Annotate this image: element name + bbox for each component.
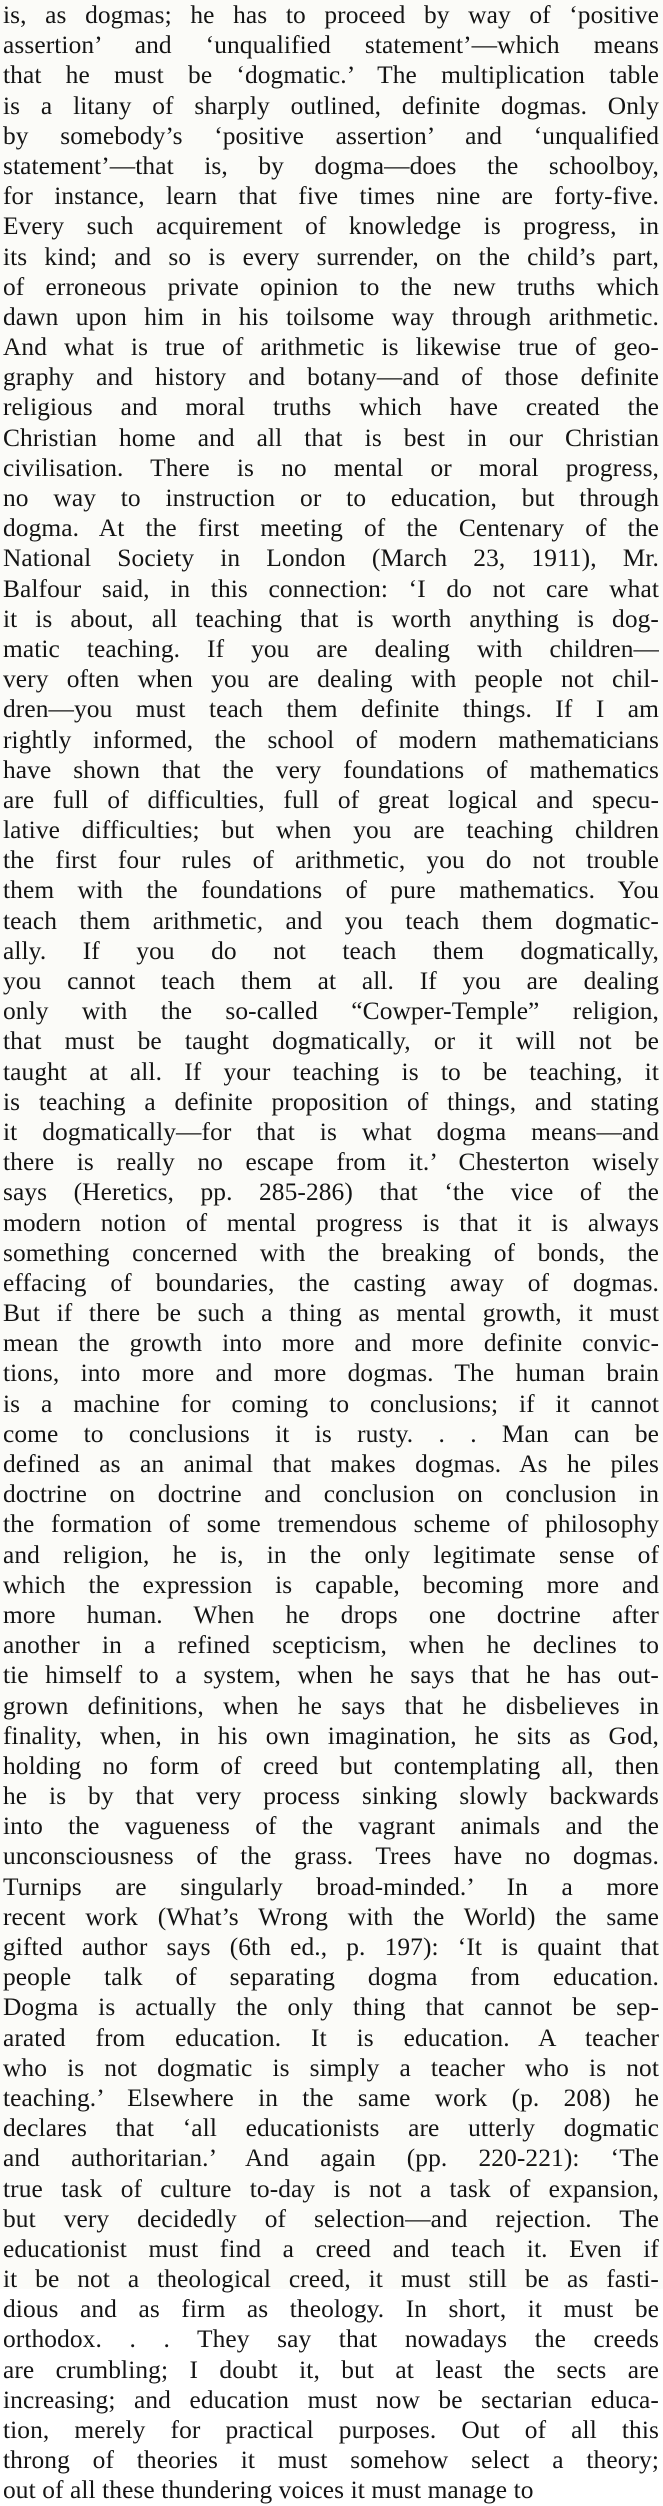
text-line: you cannot teach them at all. If you are dealing xyxy=(3,967,659,995)
text-line: Turnips are singularly broad-minded.’ In a more xyxy=(3,1872,659,1901)
text-line: taught at all. If your teaching is to be teaching, it xyxy=(3,1057,659,1086)
text-line: come to conclusions it is rusty. . . Man can be xyxy=(3,1419,659,1448)
text-line: educationist must find a creed and teach it. Even if xyxy=(3,2234,659,2263)
text-line: Dogma is actually the only thing that cannot be sep- xyxy=(3,1993,659,2022)
text-line: But if there be such a thing as mental growth, it must xyxy=(3,1299,659,1328)
text-line: people talk of separating dogma from education. xyxy=(3,1963,659,1992)
text-line: is a litany of sharply outlined, definite dogmas. Only xyxy=(3,91,659,120)
text-line: the formation of some tremendous scheme of philosophy xyxy=(3,1510,659,1539)
text-line: grown definitions, when he says that he disbelieves in xyxy=(3,1691,659,1720)
text-line: teaching.’ Elsewhere in the same work (p. 208) he xyxy=(3,2083,659,2112)
text-line: more human. When he drops one doctrine after xyxy=(3,1600,659,1629)
text-line: for instance, learn that five times nine are forty-five. xyxy=(3,182,659,211)
text-line: recent work (What’s Wrong with the World) the same xyxy=(3,1902,659,1931)
text-line: holding no form of creed but contemplating all, then xyxy=(3,1751,659,1780)
text-line: National Society in London (March 23, 1911), Mr. xyxy=(3,544,659,573)
text-line: assertion’ and ‘unqualified statement’—which means xyxy=(3,31,659,60)
text-line: have shown that the very foundations of mathematics xyxy=(3,755,659,784)
text-line: and authoritarian.’ And again (pp. 220-221): ‘The xyxy=(3,2144,659,2173)
text-line: effacing of boundaries, the casting away of dogmas. xyxy=(3,1268,659,1297)
text-line: which the expression is capable, becoming more and xyxy=(3,1570,659,1599)
text-line: dious and as firm as theology. In short, it must be xyxy=(3,2295,659,2324)
text-line: says (Heretics, pp. 285-286) that ‘the vice of the xyxy=(3,1178,659,1207)
text-line: tions, into more and more dogmas. The human brain xyxy=(3,1359,659,1388)
text-line: is teaching a definite proposition of things, and stating xyxy=(3,1087,659,1116)
text-line: them with the foundations of pure mathematics. You xyxy=(3,876,659,905)
text-line: of erroneous private opinion to the new truths which xyxy=(3,272,659,301)
text-line: statement’—that is, by dogma—does the schoolboy, xyxy=(3,151,659,180)
text-line: doctrine on doctrine and conclusion on conclusion in xyxy=(3,1480,659,1509)
text-line: there is really no escape from it.’ Chesterton wisely xyxy=(3,1148,659,1177)
text-line: out of all these thundering voices it must manage to xyxy=(3,2476,534,2505)
text-line: Balfour said, in this connection: ‘I do not care what xyxy=(3,574,659,603)
text-line: it dogmatically—for that is what dogma means—and xyxy=(3,1117,659,1146)
text-line: he is by that very process sinking slowly backwards xyxy=(3,1782,659,1811)
text-line: by somebody’s ‘positive assertion’ and ‘unqualified xyxy=(3,121,659,150)
text-line: its kind; and so is every surrender, on the child’s part, xyxy=(3,242,659,271)
text-line: is a machine for coming to conclusions; if it cannot xyxy=(3,1389,659,1418)
text-column xyxy=(3,0,659,2506)
text-line: tie himself to a system, when he says that he has out- xyxy=(3,1661,659,1690)
text-line: and religion, he is, in the only legitimate sense of xyxy=(3,1540,659,1569)
text-line: who is not dogmatic is simply a teacher who is not xyxy=(3,2053,659,2082)
text-line: increasing; and education must now be sectarian educa- xyxy=(3,2385,659,2414)
text-line: is, as dogmas; he has to proceed by way of ‘positive xyxy=(3,1,659,29)
text-line: orthodox. . . They say that nowadays the creeds xyxy=(3,2325,659,2354)
text-line: are full of difficulties, full of great logical and specu- xyxy=(3,785,659,814)
text-line: defined as an animal that makes dogmas. As he piles xyxy=(3,1450,659,1478)
text-line: rightly informed, the school of modern mathematicians xyxy=(3,725,659,754)
text-line: another in a refined scepticism, when he declines to xyxy=(3,1631,659,1660)
text-line: but very decidedly of selection—and rejection. The xyxy=(3,2204,659,2233)
text-line: it be not a theological creed, it must still be as fasti- xyxy=(3,2265,659,2294)
text-line: only with the so-called “Cowper-Temple” religion, xyxy=(3,997,659,1026)
text-line: throng of theories it must somehow select a theory; xyxy=(3,2446,659,2475)
text-line: dren—you must teach them definite things. If I am xyxy=(3,695,659,724)
text-line: Every such acquirement of knowledge is progress, in xyxy=(3,212,659,241)
text-line: matic teaching. If you are dealing with children— xyxy=(3,634,659,663)
text-line: very often when you are dealing with people not chil- xyxy=(3,665,659,694)
text-line: lative difficulties; but when you are teaching children xyxy=(3,816,659,845)
text-line: religious and moral truths which have created the xyxy=(3,393,659,422)
text-line: declares that ‘all educationists are utterly dogmatic xyxy=(3,2114,659,2143)
text-line: finality, when, in his own imagination, he sits as God, xyxy=(3,1721,659,1750)
text-line: ally. If you do not teach them dogmatically, xyxy=(3,936,659,965)
text-line: graphy and history and botany—and of those definite xyxy=(3,363,659,392)
text-line: that he must be ‘dogmatic.’ The multiplication table xyxy=(3,61,659,90)
text-line: civilisation. There is no mental or moral progress, xyxy=(3,453,659,482)
text-line: Christian home and all that is best in our Christian xyxy=(3,423,659,452)
text-line: dawn upon him in his toilsome way through arithmetic. xyxy=(3,302,659,331)
text-line: into the vagueness of the vagrant animals and the xyxy=(3,1812,659,1841)
text-line: true task of culture to-day is not a task of expansion, xyxy=(3,2174,659,2203)
text-line: it is about, all teaching that is worth anything is dog- xyxy=(3,604,659,633)
text-line: mean the growth into more and more definite convic- xyxy=(3,1329,659,1358)
text-line: unconsciousness of the grass. Trees have no dogmas. xyxy=(3,1842,659,1871)
text-line: gifted author says (6th ed., p. 197): ‘It is quaint that xyxy=(3,1933,659,1961)
text-line: And what is true of arithmetic is likewise true of geo- xyxy=(3,333,659,362)
text-line: arated from education. It is education. A teacher xyxy=(3,2023,659,2052)
text-line: something concerned with the breaking of bonds, the xyxy=(3,1238,659,1267)
text-line: teach them arithmetic, and you teach them dogmatic- xyxy=(3,906,659,935)
text-line: dogma. At the first meeting of the Centenary of the xyxy=(3,514,659,543)
text-line: the first four rules of arithmetic, you do not trouble xyxy=(3,846,659,875)
text-line: no way to instruction or to education, but through xyxy=(3,484,659,512)
text-line: modern notion of mental progress is that it is always xyxy=(3,1208,659,1237)
text-line: are crumbling; I doubt it, but at least the sects are xyxy=(3,2355,659,2384)
text-line: tion, merely for practical purposes. Out of all this xyxy=(3,2416,659,2444)
text-line: that must be taught dogmatically, or it will not be xyxy=(3,1027,659,1056)
